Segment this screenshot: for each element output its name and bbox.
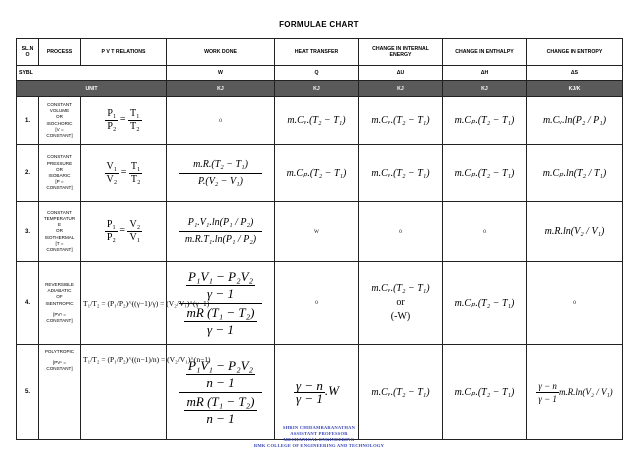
unit-label: UNIT <box>17 81 167 97</box>
work-a-den: γ − 1 <box>207 285 234 301</box>
process-line: CONSTANT] <box>46 132 73 138</box>
unit-work: KJ <box>167 81 275 97</box>
author-name: SHRIN CHIDAMBARANATHAN <box>282 425 356 430</box>
author-title: ASSISTANT PROFESSOR <box>290 431 348 436</box>
heat-value: 0 <box>275 262 359 345</box>
author-college: RMK COLLEGE OF ENGINEERING AND TECHNOLOGY <box>253 443 385 448</box>
divider <box>179 392 261 393</box>
enthalpy-value: m.Cₚ.(T₂ − T₁) <box>443 97 527 145</box>
process-line: [PVⁿ = <box>52 360 67 366</box>
symbol-row <box>17 66 623 81</box>
heat-value: W <box>275 202 359 262</box>
process-line: ISOCHORIC <box>46 120 73 126</box>
heat-den: γ − 1 <box>296 390 323 406</box>
process-line: VOLUME <box>49 108 70 114</box>
table-row <box>17 262 623 345</box>
process-line: PRESSURE <box>46 160 73 166</box>
process-cell <box>39 262 81 345</box>
table-row <box>17 97 623 145</box>
header-pvt: P V T RELATIONS <box>81 39 167 66</box>
work-formula-a: P₁.V₁.ln(P₁ / P₂) <box>187 217 254 228</box>
process-line: ADIABATIC <box>47 288 72 294</box>
energy-formula: m.Cᵥ.(T₂ − T₁) <box>371 283 430 294</box>
work-value <box>167 145 275 202</box>
header-sl-no: SL.N O <box>17 39 39 66</box>
entropy-value: 0 <box>527 262 623 345</box>
pvt-relation: T₁/T₂ = (P₁/P₂)^((n−1)/n) = (V₂/V₁)^(n−1) <box>81 345 167 440</box>
enthalpy-value: 0 <box>443 202 527 262</box>
symbol-entropy: ΔS <box>527 66 623 81</box>
table-row <box>17 202 623 262</box>
author-credit <box>0 425 638 449</box>
heat-value: m.Cₚ.(T₂ − T₁) <box>275 145 359 202</box>
pvt-relation: $\frac{\text{P₁}}{\text{P₂}}$ = $\frac{\text{V₂}}{\text{V₁}}$ <box>81 202 167 262</box>
work-b-den: γ − 1 <box>207 321 234 337</box>
unit-heat: KJ <box>275 81 359 97</box>
header-row <box>17 39 623 66</box>
pvt-right-den: T₂ <box>130 121 140 132</box>
unit-energy: KJ <box>359 81 443 97</box>
enthalpy-value: m.Cₚ.(T₂ − T₁) <box>443 262 527 345</box>
header-process: PROCESS <box>39 39 81 66</box>
enthalpy-value: m.Cₚ.(T₂ − T₁) <box>443 345 527 440</box>
work-formula-b: m.R.T₁.ln(P₁ / P₂) <box>184 234 257 245</box>
energy-value: m.Cᵥ.(T₂ − T₁) <box>359 97 443 145</box>
pvt-left-num: P₁ <box>107 108 117 119</box>
pvt-right-den: T₂ <box>130 173 141 185</box>
process-line: CONSTANT <box>47 209 72 215</box>
heat-tail: .W <box>324 382 339 398</box>
pvt-left-den: P₂ <box>106 232 116 243</box>
process-line: ISOBARIC <box>48 173 71 178</box>
pvt-left-den: V₂ <box>106 173 118 185</box>
process-line: CONSTANT] <box>46 247 73 252</box>
work-value <box>167 202 275 262</box>
process-line: REVERSIBLE <box>45 281 74 287</box>
energy-or: or <box>396 297 405 308</box>
pvt-left-num: P₁ <box>106 219 116 230</box>
entropy-den: γ − 1 <box>538 393 557 404</box>
unit-entropy: KJ/K <box>527 81 623 97</box>
page-title: FORMULAE CHART <box>279 20 359 29</box>
symbol-label: SYBL <box>17 66 167 81</box>
divider <box>179 231 261 232</box>
process-line: ISOTHERMAL <box>44 234 75 240</box>
row-number: 4. <box>17 262 39 345</box>
table-row <box>17 145 623 202</box>
process-cell <box>39 97 81 145</box>
work-formula-b: P.(V₂ − V₁) <box>198 175 243 187</box>
pvt-relation: T₁/T₂ = (P₁/P₂)^((γ−1)/γ) = (V₂/V₁)^(γ−1) <box>81 262 167 345</box>
header-work: WORK DONE <box>167 39 275 66</box>
entropy-num: γ − n <box>538 380 557 391</box>
work-b-num: mR (T₁ − T₂) <box>186 393 255 409</box>
formulae-table <box>16 38 623 440</box>
work-value: 0 <box>167 97 275 145</box>
process-line: ISENTROPIC <box>45 300 74 306</box>
header-enthalpy: CHANGE IN ENTHALPY <box>443 39 527 66</box>
pvt-left-den: P₂ <box>107 121 117 132</box>
author-dept: MECHANICAL ENGINEERING <box>283 437 355 442</box>
energy-alt: (-W) <box>390 311 411 322</box>
work-a-num: P₁V₁ − P₂V₂ <box>187 268 254 284</box>
symbol-heat: Q <box>275 66 359 81</box>
energy-value: m.Cᵥ.(T₂ − T₁) <box>359 345 443 440</box>
entropy-value: m.Cₚ.ln(T₂ / T₁) <box>527 145 623 202</box>
process-line: E <box>57 222 62 228</box>
energy-value: m.Cᵥ.(T₂ − T₁) <box>359 145 443 202</box>
work-b-num: mR (T₁ − T₂) <box>186 304 255 320</box>
heat-num: γ − n <box>296 377 323 393</box>
unit-row <box>17 81 623 97</box>
divider <box>179 173 261 174</box>
symbol-energy: ΔU <box>359 66 443 81</box>
pvt-relation: $\frac{\text{V₁}}{\text{V₂}}$ = $\frac{\text{T₁}}{\text{T₂}}$ <box>81 145 167 202</box>
process-line: [T = <box>55 240 64 246</box>
heat-value: m.Cᵥ.(T₂ − T₁) <box>275 97 359 145</box>
work-a-num: P₁V₁ − P₂V₂ <box>187 357 254 373</box>
process-line: OR <box>56 166 63 172</box>
symbol-enthalpy: ΔH <box>443 66 527 81</box>
process-line: CONSTANT <box>47 154 72 160</box>
symbol-work: W <box>167 66 275 81</box>
energy-value <box>359 262 443 345</box>
work-a-den: n − 1 <box>206 374 235 390</box>
row-number: 2. <box>17 145 39 202</box>
header-energy: CHANGE IN INTERNAL ENERGY <box>359 39 443 66</box>
process-cell <box>39 202 81 262</box>
process-line: [PVᵞ = <box>53 311 66 317</box>
process-line: [V = <box>55 126 64 132</box>
process-line: CONSTANT] <box>46 366 73 372</box>
unit-enthalpy: KJ <box>443 81 527 97</box>
process-line: CONSTANT] <box>46 185 73 191</box>
header-heat: HEAT TRANSFER <box>275 39 359 66</box>
row-number: 5. <box>17 345 39 440</box>
pvt-right-num: V₂ <box>129 219 141 230</box>
process-line: [P = <box>55 179 64 185</box>
pvt-right-num: T₁ <box>130 160 141 172</box>
pvt-left-num: V₁ <box>106 160 118 172</box>
process-cell <box>39 145 81 202</box>
work-formula-a: m.R.(T₂ − T₁) <box>193 158 248 170</box>
pvt-right-num: T₁ <box>130 108 140 119</box>
process-line: OR <box>56 114 63 120</box>
process-line: OF <box>56 294 63 300</box>
process-line: OR <box>56 228 63 234</box>
energy-value: 0 <box>359 202 443 262</box>
enthalpy-value: m.Cₚ.(T₂ − T₁) <box>443 145 527 202</box>
process-line: CONSTANT] <box>46 317 73 323</box>
row-number: 3. <box>17 202 39 262</box>
pvt-right-den: V₁ <box>129 232 141 243</box>
work-b-den: n − 1 <box>206 410 235 426</box>
process-line: CONSTANT <box>47 101 72 107</box>
row-number: 1. <box>17 97 39 145</box>
entropy-value: m.Cᵥ.ln(P₂ / P₁) <box>527 97 623 145</box>
process-line: TEMPERATUR <box>43 215 76 221</box>
entropy-tail: m.R.ln(V₂ / V₁) <box>558 386 613 397</box>
header-entropy: CHANGE IN ENTROPY <box>527 39 623 66</box>
process-line: POLYTROPIC <box>44 349 75 354</box>
entropy-value: m.R.ln(V₂ / V₁) <box>527 202 623 262</box>
pvt-relation: $\frac{\text{P₁}}{\text{P₂}}$ = $\frac{\text{T₁}}{\text{T₂}}$ <box>81 97 167 145</box>
